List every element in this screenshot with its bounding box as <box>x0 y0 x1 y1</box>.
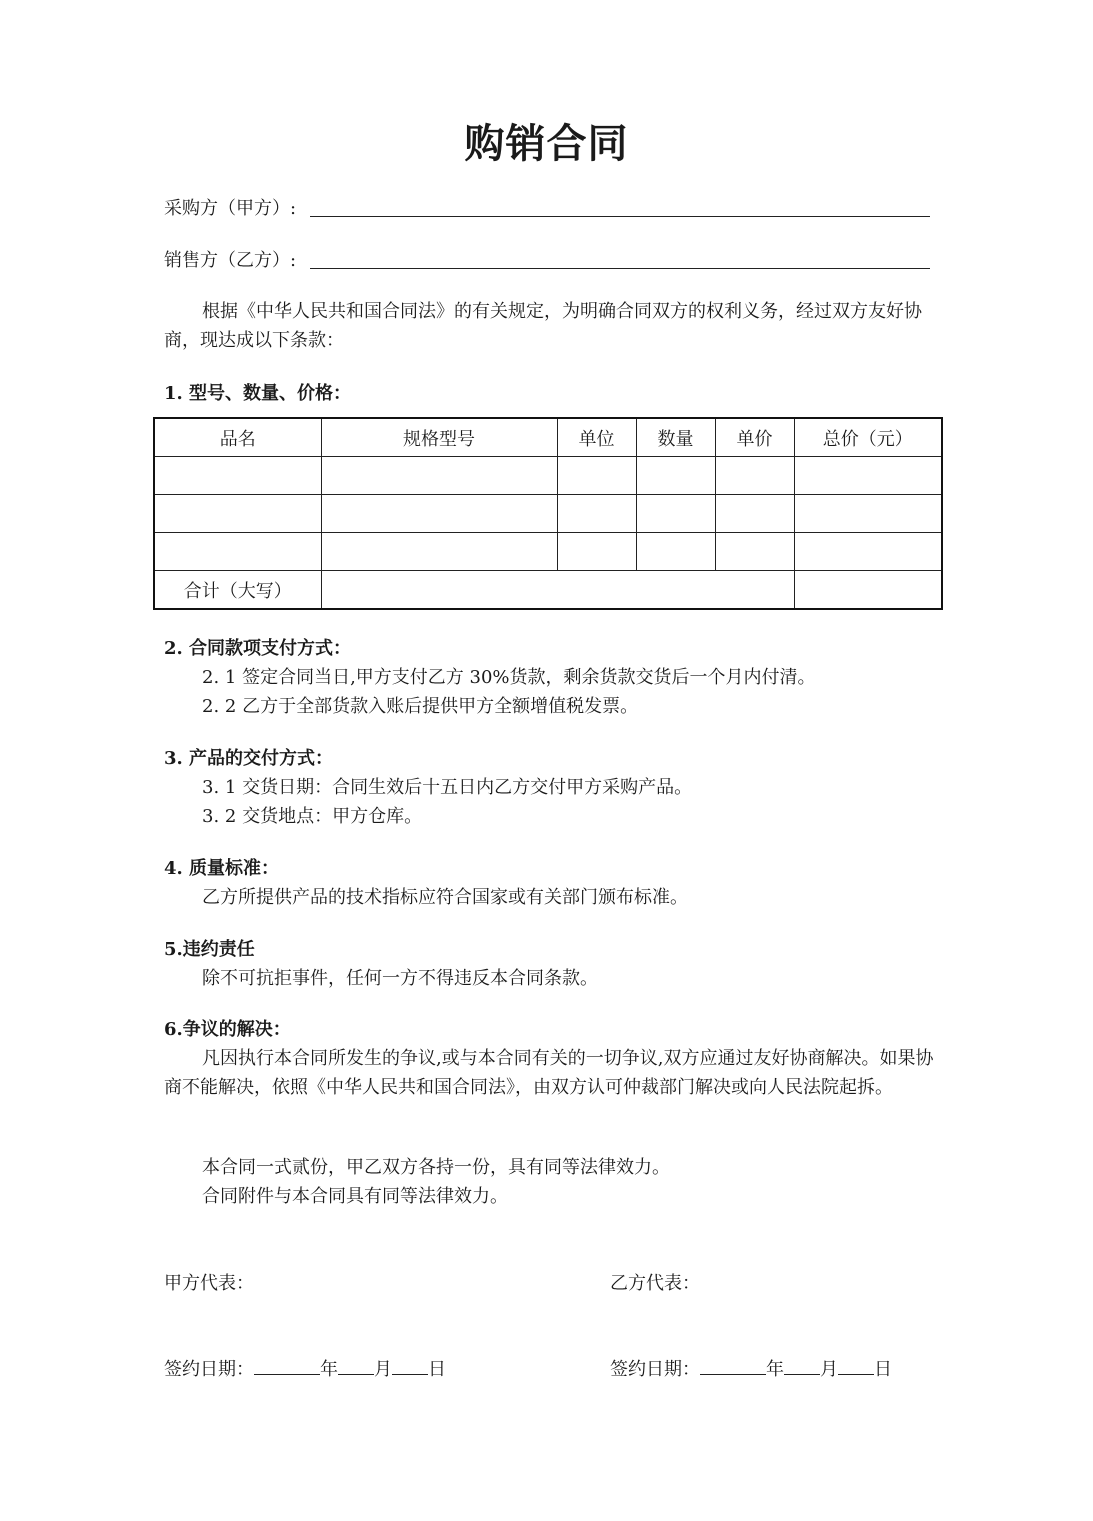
month-label: 月 <box>374 1359 392 1380</box>
col-header-quantity: 数量 <box>636 418 715 457</box>
col-header-name: 品名 <box>154 418 321 457</box>
table-cell[interactable] <box>794 495 942 533</box>
section5-text: 除不可抗拒事件，任何一方不得违反本合同条款。 <box>202 968 598 989</box>
buyer-fill-line[interactable] <box>310 216 930 217</box>
table-header-row <box>154 418 942 457</box>
table-row <box>154 457 942 495</box>
section3-item-2: 3. 2 交货地点：甲方仓库。 <box>202 806 423 827</box>
date-label: 签约日期： <box>610 1359 700 1380</box>
col-header-spec: 规格型号 <box>321 418 557 457</box>
table-cell[interactable] <box>154 457 321 495</box>
table-cell[interactable] <box>321 533 557 571</box>
table-cell[interactable] <box>557 495 636 533</box>
day-label: 日 <box>428 1359 446 1380</box>
total-uppercase-cell[interactable] <box>321 571 794 610</box>
table-cell[interactable] <box>154 533 321 571</box>
col-header-unit: 单位 <box>557 418 636 457</box>
section2-heading: 2. 合同款项支付方式： <box>164 638 352 659</box>
table-row <box>154 533 942 571</box>
section3-item-1: 3. 1 交货日期：合同生效后十五日内乙方交付甲方采购产品。 <box>202 777 693 798</box>
seller-label: 销售方（乙方）: <box>164 250 297 271</box>
product-table <box>153 417 943 610</box>
table-cell[interactable] <box>636 457 715 495</box>
month-label: 月 <box>820 1359 838 1380</box>
closing-line-2: 合同附件与本合同具有同等法律效力。 <box>202 1186 508 1207</box>
party-a-signing-date <box>164 1355 446 1384</box>
month-blank[interactable] <box>784 1356 820 1375</box>
section4-heading: 4. 质量标准： <box>164 858 280 879</box>
date-label: 签约日期： <box>164 1359 254 1380</box>
table-cell[interactable] <box>636 533 715 571</box>
year-blank[interactable] <box>700 1356 766 1375</box>
day-label: 日 <box>874 1359 892 1380</box>
party-b-representative-label: 乙方代表： <box>610 1273 700 1294</box>
section2-item-2: 2. 2 乙方于全部货款入账后提供甲方全额增值税发票。 <box>202 696 639 717</box>
year-label: 年 <box>320 1359 338 1380</box>
party-b-signing-date <box>610 1355 892 1384</box>
col-header-total-price: 总价（元） <box>794 418 942 457</box>
day-blank[interactable] <box>392 1356 428 1375</box>
table-cell[interactable] <box>715 457 794 495</box>
section4-text: 乙方所提供产品的技术指标应符合国家或有关部门颁布标准。 <box>202 887 688 908</box>
table-cell[interactable] <box>557 533 636 571</box>
table-cell[interactable] <box>715 495 794 533</box>
section6-heading: 6.争议的解决： <box>164 1019 291 1040</box>
col-header-unit-price: 单价 <box>715 418 794 457</box>
table-row <box>154 495 942 533</box>
total-label-cell: 合计（大写） <box>154 571 321 610</box>
table-cell[interactable] <box>715 533 794 571</box>
table-cell[interactable] <box>321 495 557 533</box>
section5-heading: 5.违约责任 <box>164 939 255 960</box>
closing-line-1: 本合同一式贰份，甲乙双方各持一份，具有同等法律效力。 <box>202 1157 670 1178</box>
table-cell[interactable] <box>794 457 942 495</box>
month-blank[interactable] <box>338 1356 374 1375</box>
section2-item-1: 2. 1 签定合同当日,甲方支付乙方 30%货款，剩余货款交货后一个月内付清。 <box>202 667 816 688</box>
section3-heading: 3. 产品的交付方式： <box>164 748 334 769</box>
table-total-row <box>154 571 942 610</box>
intro-paragraph: 根据《中华人民共和国合同法》的有关规定，为明确合同双方的权利义务，经过双方友好协商，现达成以下条款： <box>164 301 922 351</box>
table-cell[interactable] <box>794 533 942 571</box>
table-cell[interactable] <box>636 495 715 533</box>
day-blank[interactable] <box>838 1356 874 1375</box>
total-amount-cell[interactable] <box>794 571 942 610</box>
year-label: 年 <box>766 1359 784 1380</box>
seller-fill-line[interactable] <box>310 268 930 269</box>
buyer-label: 采购方（甲方）: <box>164 198 297 219</box>
table-cell[interactable] <box>154 495 321 533</box>
section1-heading: 1. 型号、数量、价格： <box>164 383 352 404</box>
table-cell[interactable] <box>321 457 557 495</box>
party-a-representative-label: 甲方代表： <box>164 1273 254 1294</box>
document-title: 购销合同 <box>464 121 629 167</box>
table-cell[interactable] <box>557 457 636 495</box>
section6-text: 凡因执行本合同所发生的争议,或与本合同有关的一切争议,双方应通过友好协商解决。如果协商不能解决，依照《中华人民共和国合同法》，由双方认可仲裁部门解决或向人民法院起拆。 <box>164 1048 934 1098</box>
year-blank[interactable] <box>254 1356 320 1375</box>
